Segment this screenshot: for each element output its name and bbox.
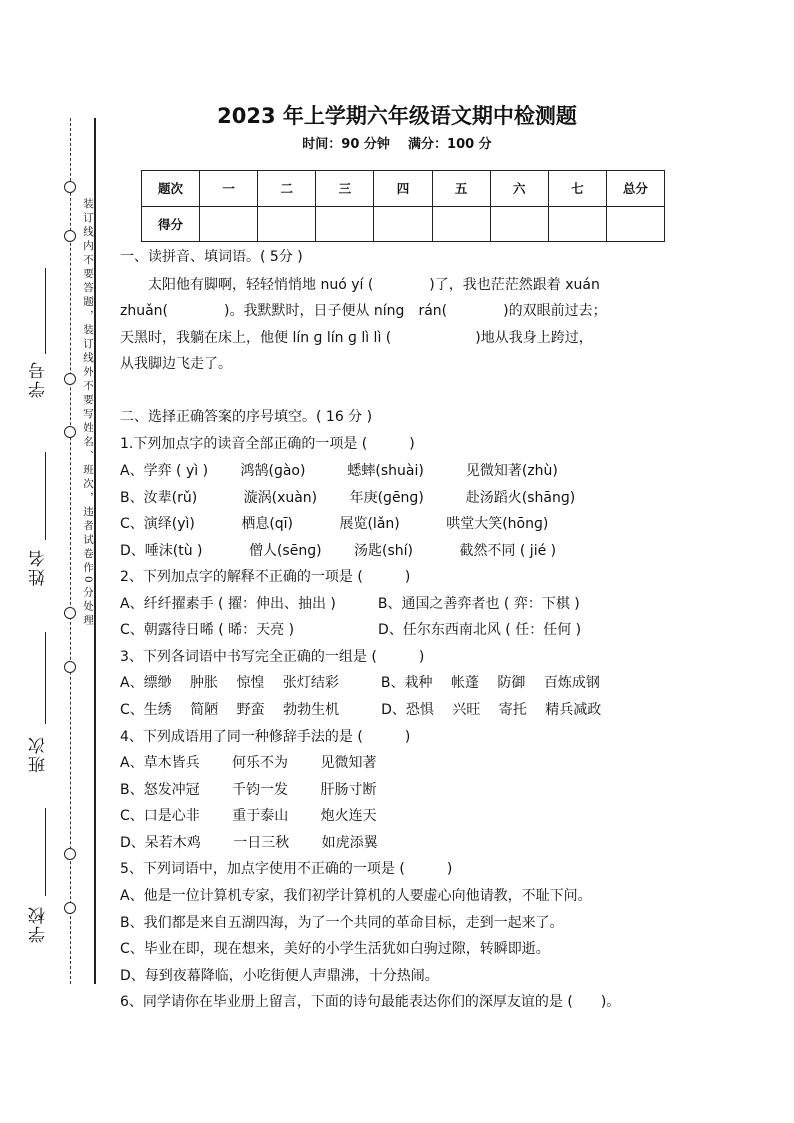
score-table-header: 三 bbox=[316, 171, 374, 207]
question-line: 4、下列成语用了同一种修辞手法的是 ( ) bbox=[120, 729, 411, 745]
class-label: 班次 bbox=[29, 735, 49, 773]
binding-hole bbox=[64, 181, 76, 193]
option-line: A、纤纤擢素手 ( 擢：伸出、抽出 ) B、通国之善弈者也 ( 弈：下棋 ) bbox=[120, 596, 580, 612]
score-table-score-row bbox=[142, 206, 665, 242]
binding-hole bbox=[64, 373, 76, 385]
score-row-label: 得分 bbox=[142, 206, 200, 242]
score-table-header-row bbox=[142, 171, 665, 207]
option-line: D、呆若木鸡 一日三秋 如虎添翼 bbox=[120, 835, 378, 851]
section-1-heading: 一、读拼音、填词语。( 5分 ) bbox=[120, 249, 303, 265]
score-cell[interactable] bbox=[606, 206, 664, 242]
score-table-header: 总分 bbox=[606, 171, 664, 207]
score-cell[interactable] bbox=[490, 206, 548, 242]
section-2-heading: 二、选择正确答案的序号填空。( 16 分 ) bbox=[120, 409, 373, 425]
score-table-header: 二 bbox=[258, 171, 316, 207]
section-1-line: 太阳他有脚啊，轻轻悄悄地 nuó yí ( )了，我也茫茫然跟着 xuán bbox=[120, 277, 600, 293]
score-table-header: 四 bbox=[374, 171, 432, 207]
option-line: A、草木皆兵 何乐不为 见微知著 bbox=[120, 755, 377, 771]
section-1-line: 从我脚边飞走了。 bbox=[120, 356, 232, 372]
section-1-line: 天黑时，我躺在床上，他便 lín ɡ lín ɡ lì lì ( )地从我身上跨过， bbox=[120, 330, 593, 346]
student-id-line bbox=[45, 268, 46, 354]
option-line: A、他是一位计算机专家，我们初学计算机的人要虚心向他请教，不耻下问。 bbox=[120, 888, 592, 904]
score-table-header: 五 bbox=[432, 171, 490, 207]
score-table-header: 七 bbox=[548, 171, 606, 207]
question-line: 5、下列词语中，加点字使用不正确的一项是 ( ) bbox=[120, 861, 453, 877]
binding-hole bbox=[64, 426, 76, 438]
binding-hole bbox=[64, 661, 76, 673]
binding-hole bbox=[64, 607, 76, 619]
score-table-header: 一 bbox=[200, 171, 258, 207]
score-cell[interactable] bbox=[316, 206, 374, 242]
exam-info: 时间：90 分钟 满分：100 分 bbox=[302, 137, 492, 152]
option-line: B、汝辈(rǔ) 漩涡(xuàn) 年庚(ɡēnɡ) 赴汤蹈火(shānɡ) bbox=[120, 490, 576, 506]
binding-hole bbox=[64, 230, 76, 242]
question-line: 1.下列加点字的读音全部正确的一项是 ( ) bbox=[120, 436, 415, 452]
option-line: A、学弈 ( yì ) 鸿鹄(ɡào) 蟋蟀(shuài) 见微知著(zhù) bbox=[120, 463, 558, 479]
score-table bbox=[141, 170, 665, 242]
question-line: 6、同学请你在毕业册上留言，下面的诗句最能表达你们的深厚友谊的是 ( )。 bbox=[120, 994, 621, 1010]
score-cell[interactable] bbox=[548, 206, 606, 242]
binding-hole bbox=[64, 848, 76, 860]
score-cell[interactable] bbox=[374, 206, 432, 242]
class-line bbox=[45, 632, 46, 724]
section-1-line: zhuǎn( )。我默默时，日子便从 níng rán( )的双眼前过去； bbox=[120, 303, 607, 319]
option-line: C、口是心非 重于泰山 炮火连天 bbox=[120, 808, 377, 824]
name-label: 姓名 bbox=[29, 548, 49, 586]
binding-warning-text: 装订线内不要答题，装订线外不要写姓名、班次，违者试卷作0分处理 bbox=[82, 198, 94, 629]
score-cell[interactable] bbox=[432, 206, 490, 242]
score-cell[interactable] bbox=[200, 206, 258, 242]
option-line: C、毕业在即，现在想来，美好的小学生活犹如白驹过隙，转瞬即逝。 bbox=[120, 941, 550, 957]
option-line: C、朝露待日晞 ( 晞：天亮 ) D、任尔东西南北风 ( 任：任何 ) bbox=[120, 622, 582, 638]
score-table-header: 六 bbox=[490, 171, 548, 207]
option-line: C、演绎(yì) 栖息(qī) 展览(lǎn) 哄堂大笑(hōnɡ) bbox=[120, 516, 549, 532]
school-line bbox=[45, 808, 46, 896]
option-line: B、怒发冲冠 千钧一发 肝肠寸断 bbox=[120, 782, 377, 798]
question-line: 3、下列各词语中书写完全正确的一组是 ( ) bbox=[120, 649, 425, 665]
page-title: 2023 年上学期六年级语文期中检测题 bbox=[217, 104, 577, 128]
option-line: C、生绣 简陋 野蛮 勃勃生机 D、恐惧 兴旺 寄托 精兵减政 bbox=[120, 702, 602, 718]
student-id-label: 学号 bbox=[29, 360, 49, 398]
binding-hole bbox=[64, 902, 76, 914]
option-line: A、缥缈 肿胀 惊惶 张灯结彩 B、栽种 帐蓬 防御 百炼成钢 bbox=[120, 675, 600, 691]
option-line: D、唾沫(tù ) 僧人(sēnɡ) 汤匙(shí) 截然不同 ( jié ) bbox=[120, 543, 557, 559]
option-line: B、我们都是来自五湖四海，为了一个共同的革命目标，走到一起来了。 bbox=[120, 915, 564, 931]
name-line bbox=[45, 452, 46, 540]
question-line: 2、下列加点字的解释不正确的一项是 ( ) bbox=[120, 569, 411, 585]
score-table-header: 题次 bbox=[142, 171, 200, 207]
school-label: 学校 bbox=[29, 905, 49, 943]
score-cell[interactable] bbox=[258, 206, 316, 242]
option-line: D、每到夜幕降临，小吃街便人声鼎沸，十分热闹。 bbox=[120, 968, 439, 984]
